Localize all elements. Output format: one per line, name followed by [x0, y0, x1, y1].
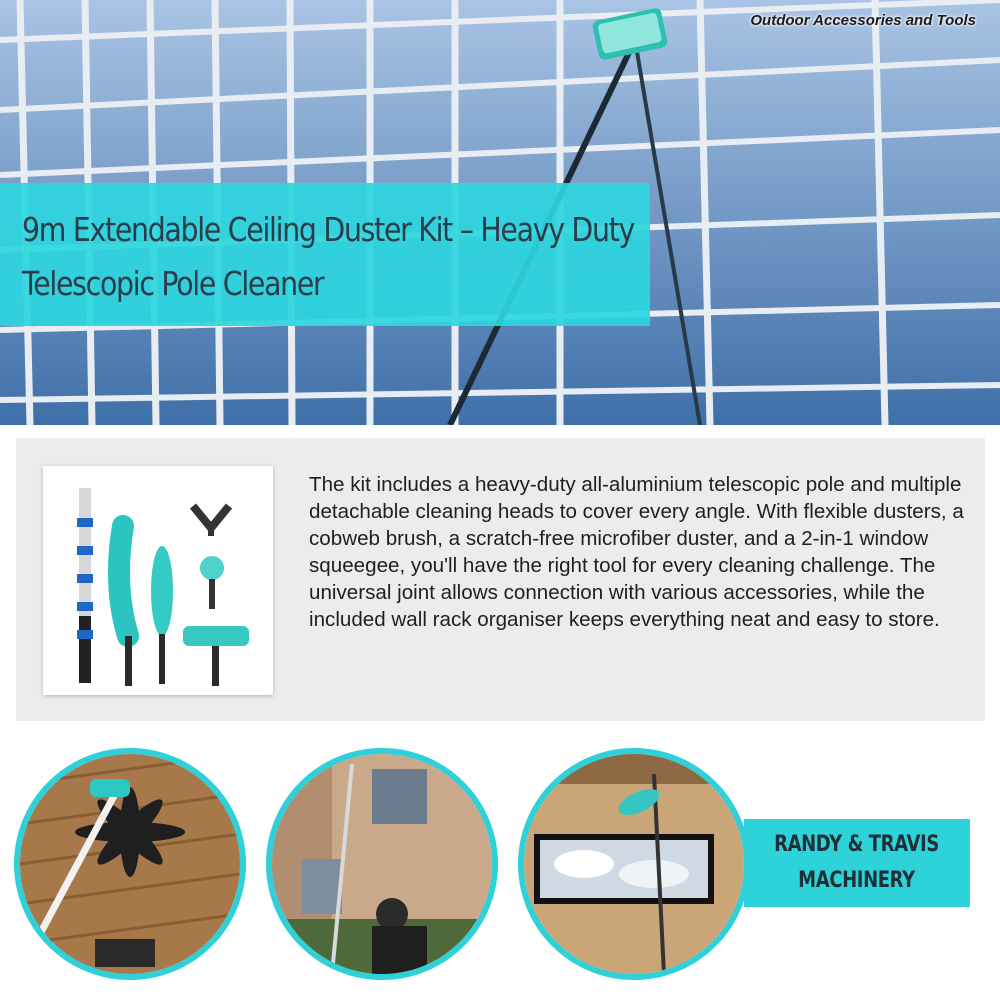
product-image-card — [43, 466, 273, 695]
brand-name: RANDY & TRAVIS MACHINERY — [774, 832, 940, 893]
exterior-window-cleaning-photo — [272, 754, 492, 974]
description-text: The kit includes a heavy-duty all-aluminium telescopic pole and multiple detachable cleaning heads to cover every angle. With flexible dusters, a cobweb brush, a scratch-free microfiber duster, and a 2-in-1 window squeegee, you'll have the right tool for every cleaning challenge. The universal joint allows connection with various accessories, while the included wall rack organiser keeps everything neat and easy to store. — [309, 473, 964, 631]
ceiling-fan-dusting-photo — [20, 754, 240, 974]
usage-photo-exterior-window — [266, 748, 498, 980]
high-window-dusting-photo — [524, 754, 744, 974]
duster-kit-product-photo — [43, 466, 273, 695]
brand-badge — [744, 819, 970, 907]
usage-photo-ceiling-fan — [14, 748, 246, 980]
usage-photo-high-window — [518, 748, 750, 980]
page-title: 9m Extendable Ceiling Duster Kit – Heavy Duty Telescopic Pole Cleaner — [22, 210, 635, 303]
category-label: Outdoor Accessories and Tools — [750, 12, 976, 29]
title-band — [0, 183, 650, 326]
